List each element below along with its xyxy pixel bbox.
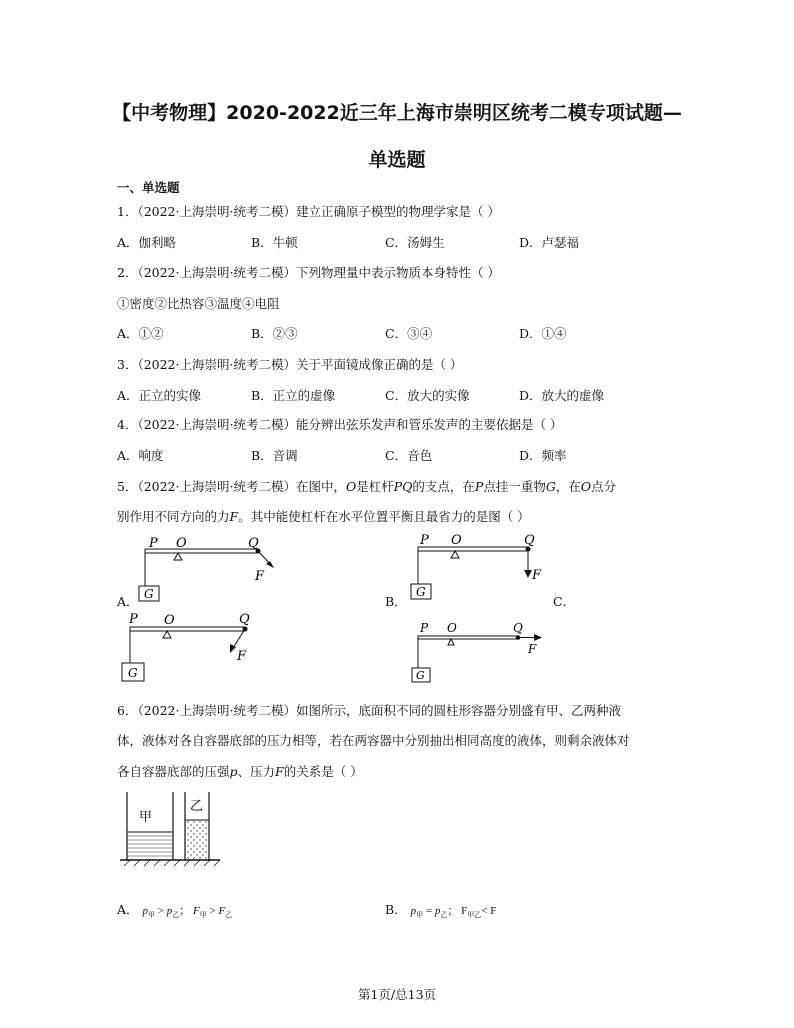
label-o: O (447, 621, 457, 635)
question-3-stem: 3．（2022·上海崇明·统考二模）关于平面镜成像正确的是（ ） (117, 357, 463, 372)
page-title: 【中考物理】2020-2022近三年上海市崇明区统考二模专项试题— (112, 102, 682, 124)
q1-option-d[interactable]: D．卢瑟福 (519, 235, 580, 250)
question-2-stem: 2．（2022·上海崇明·统考二模）下列物理量中表示物质本身特性（ ） (117, 265, 500, 280)
label-q: Q (239, 612, 250, 627)
q2-option-a[interactable]: A．①② (117, 326, 164, 341)
label-f: F (532, 568, 542, 583)
label-f: F (237, 649, 247, 664)
question-6-stem: 6．（2022·上海崇明·统考二模）如图所示，底面积不同的圆柱形容器分别盛有甲、乙两种液 (117, 703, 621, 718)
question-6-line3: 各自容器底部的压强p、压力F的关系是（ ） (117, 764, 363, 779)
label-p: P (420, 621, 429, 635)
q5-option-c[interactable]: C． (553, 594, 576, 609)
q3-option-a[interactable]: A．正立的实像 (117, 388, 202, 403)
label-p: P (420, 533, 429, 548)
q1-option-b[interactable]: B．牛顿 (251, 235, 298, 250)
label-o: O (164, 613, 175, 628)
label-g: G (128, 666, 138, 680)
label-g: G (144, 587, 154, 601)
q5-option-a[interactable]: A． (117, 594, 139, 609)
q2-option-c[interactable]: C．③④ (385, 326, 433, 341)
label-p: P (129, 612, 138, 627)
q3-option-d[interactable]: D．放大的虚像 (519, 388, 605, 403)
q6-option-b[interactable]: B． $p_甲 = p_乙$； $F_{甲乙}< F$ (385, 902, 497, 920)
label-q: Q (524, 533, 535, 548)
question-5-line2: 别作用不同方向的力F。其中能使杠杆在水平位置平衡且最省力的是图（ ） (117, 509, 530, 524)
page-title-line2: 单选题 (368, 149, 426, 171)
label-f: F (255, 569, 265, 584)
question-4-stem: 4．（2022·上海崇明·统考二模）能分辨出弦乐发声和管乐发声的主要依据是（ ） (117, 417, 563, 432)
section-heading: 一、单选题 (117, 180, 180, 195)
q2-option-d[interactable]: D．①④ (519, 326, 567, 341)
q1-option-a[interactable]: A．伽利略 (117, 235, 177, 250)
lever-diagram-d (400, 618, 550, 688)
label-o: O (176, 536, 187, 551)
label-g: G (416, 585, 426, 599)
q5-option-b[interactable]: B． (385, 594, 407, 609)
lever-diagram-c (115, 608, 275, 688)
question-1-stem: 1．（2022·上海崇明·统考二模）建立正确原子模型的物理学家是（ ） (117, 204, 500, 219)
q4-option-d[interactable]: D．频率 (519, 448, 567, 463)
question-6-line2: 体，液体对各自容器底部的压力相等，若在两容器中分别抽出相同高度的液体，则剩余液体对 (117, 733, 630, 748)
lever-diagram-a (130, 532, 300, 606)
containers-diagram (120, 790, 230, 870)
label-q: Q (248, 536, 259, 551)
label-jia: 甲 (139, 810, 153, 825)
page-footer: 第1页/总13页 (357, 987, 437, 1002)
q4-option-c[interactable]: C．音色 (385, 448, 433, 463)
label-yi: 乙 (190, 799, 204, 814)
q6-option-a[interactable]: A． $p_甲 > p_乙$； $F_甲 > F_乙$ (117, 902, 233, 920)
question-2-line2: ①密度②比热容③温度④电阻 (117, 296, 280, 311)
label-g: G (416, 669, 425, 682)
q4-option-b[interactable]: B．音调 (251, 448, 298, 463)
label-q: Q (513, 621, 523, 635)
label-f: F (528, 642, 537, 656)
q4-option-a[interactable]: A．响度 (117, 448, 164, 463)
q1-option-c[interactable]: C．汤姆生 (385, 235, 445, 250)
question-5-stem: 5．（2022·上海崇明·统考二模）在图中，O是杠杆PQ的支点，在P点挂一重物G，在O点分 (117, 479, 617, 494)
label-p: P (149, 536, 158, 551)
lever-diagram-b (400, 530, 570, 604)
q3-option-c[interactable]: C．放大的实像 (385, 388, 470, 403)
q2-option-b[interactable]: B．②③ (251, 326, 298, 341)
label-o: O (451, 533, 462, 548)
q3-option-b[interactable]: B．正立的虚像 (251, 388, 336, 403)
